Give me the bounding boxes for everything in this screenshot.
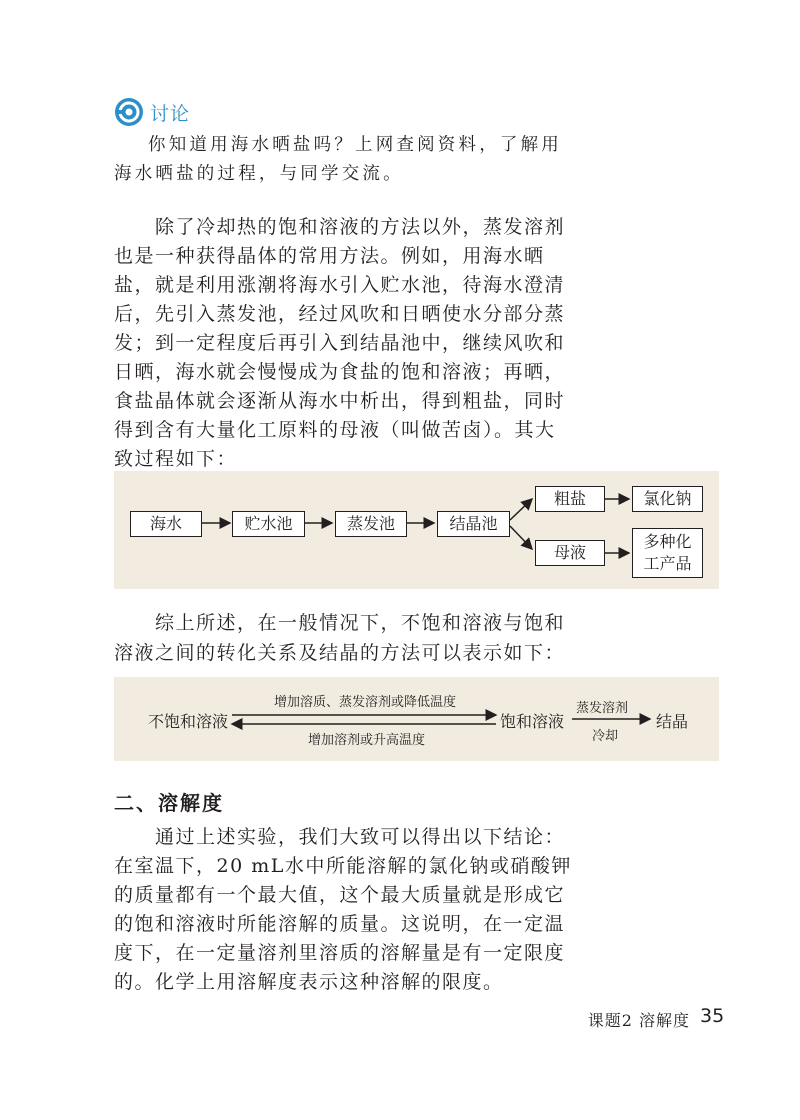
text-line: 后，先引入蒸发池，经过风吹和日晒使水分部分蒸 bbox=[114, 303, 566, 325]
saturated-solution-label: 饱和溶液 bbox=[500, 712, 565, 731]
text-line: 综上所述，在一般情况下，不饱和溶液与饱和 bbox=[114, 612, 566, 634]
flow-node-reservoir: 贮水池 bbox=[232, 511, 305, 537]
text-line: 日晒，海水就会慢慢成为食盐的饱和溶液；再晒， bbox=[114, 361, 566, 383]
flow-node-sodium-chloride: 氯化钠 bbox=[632, 486, 703, 512]
salt-process-diagram bbox=[114, 471, 719, 589]
text-line: 除了冷却热的饱和溶液的方法以外，蒸发溶剂 bbox=[114, 216, 566, 238]
backward-condition-label: 增加溶剂或升高温度 bbox=[308, 733, 426, 748]
text-line: 致过程如下： bbox=[114, 448, 238, 470]
unsaturated-solution-label: 不饱和溶液 bbox=[148, 712, 229, 731]
text-line: 的饱和溶液时所能溶解的质量。这说明，在一定温 bbox=[114, 913, 566, 935]
text-line: 得到含有大量化工原料的母液（叫做苦卤）。其大 bbox=[114, 419, 556, 441]
flow-node-mother-liquor: 母液 bbox=[535, 540, 605, 566]
footer-chapter-label: 课题2 溶解度 bbox=[587, 1011, 690, 1030]
text-line: 也是一种获得晶体的常用方法。例如，用海水晒 bbox=[114, 245, 545, 267]
section-heading: 二、溶解度 bbox=[114, 791, 224, 815]
text-line: 盐，就是利用涨潮将海水引入贮水池，待海水澄清 bbox=[114, 274, 566, 296]
text-line: 溶液之间的转化关系及结晶的方法可以表示如下： bbox=[114, 642, 566, 664]
flow-node-chemical-products bbox=[632, 528, 703, 578]
flow-node-crude-salt: 粗盐 bbox=[535, 486, 605, 512]
conversion-diagram bbox=[114, 677, 719, 761]
text-line: 度下，在一定量溶剂里溶质的溶解量是有一定限度 bbox=[114, 942, 566, 964]
crystal-label: 结晶 bbox=[656, 712, 689, 731]
discussion-title: 讨论 bbox=[150, 103, 191, 125]
flow-arrows bbox=[114, 471, 719, 589]
chemical-products-line: 工产品 bbox=[643, 554, 692, 573]
text-line: 食盐晶体就会逐渐从海水中析出，得到粗盐，同时 bbox=[114, 390, 566, 412]
discussion-line: 海水晒盐的过程，与同学交流。 bbox=[114, 164, 404, 184]
text-line: 在室温下，20 mL水中所能溶解的氯化钠或硝酸钾 bbox=[114, 855, 572, 877]
text-line: 的质量都有一个最大值，这个最大质量就是形成它 bbox=[114, 884, 566, 906]
chemical-products-line: 多种化 bbox=[643, 532, 692, 551]
cooling-label: 冷却 bbox=[592, 729, 619, 744]
evaporate-solvent-label: 蒸发溶剂 bbox=[576, 701, 629, 716]
flow-node-crystallization-pond: 结晶池 bbox=[437, 511, 510, 537]
flow-node-seawater: 海水 bbox=[130, 511, 202, 537]
text-line: 发；到一定程度后再引入到结晶池中，继续风吹和 bbox=[114, 332, 566, 354]
discussion-line: 你知道用海水晒盐吗？上网查阅资料，了解用 bbox=[148, 135, 562, 155]
flow-node-evaporation-pond: 蒸发池 bbox=[335, 511, 407, 537]
forward-condition-label: 增加溶质、蒸发溶剂或降低温度 bbox=[274, 695, 457, 710]
text-line: 的。化学上用溶解度表示这种溶解的限度。 bbox=[114, 971, 504, 993]
text-line: 通过上述实验，我们大致可以得出以下结论： bbox=[114, 826, 566, 848]
discussion-icon bbox=[114, 97, 144, 127]
page-number: 35 bbox=[700, 1005, 725, 1027]
